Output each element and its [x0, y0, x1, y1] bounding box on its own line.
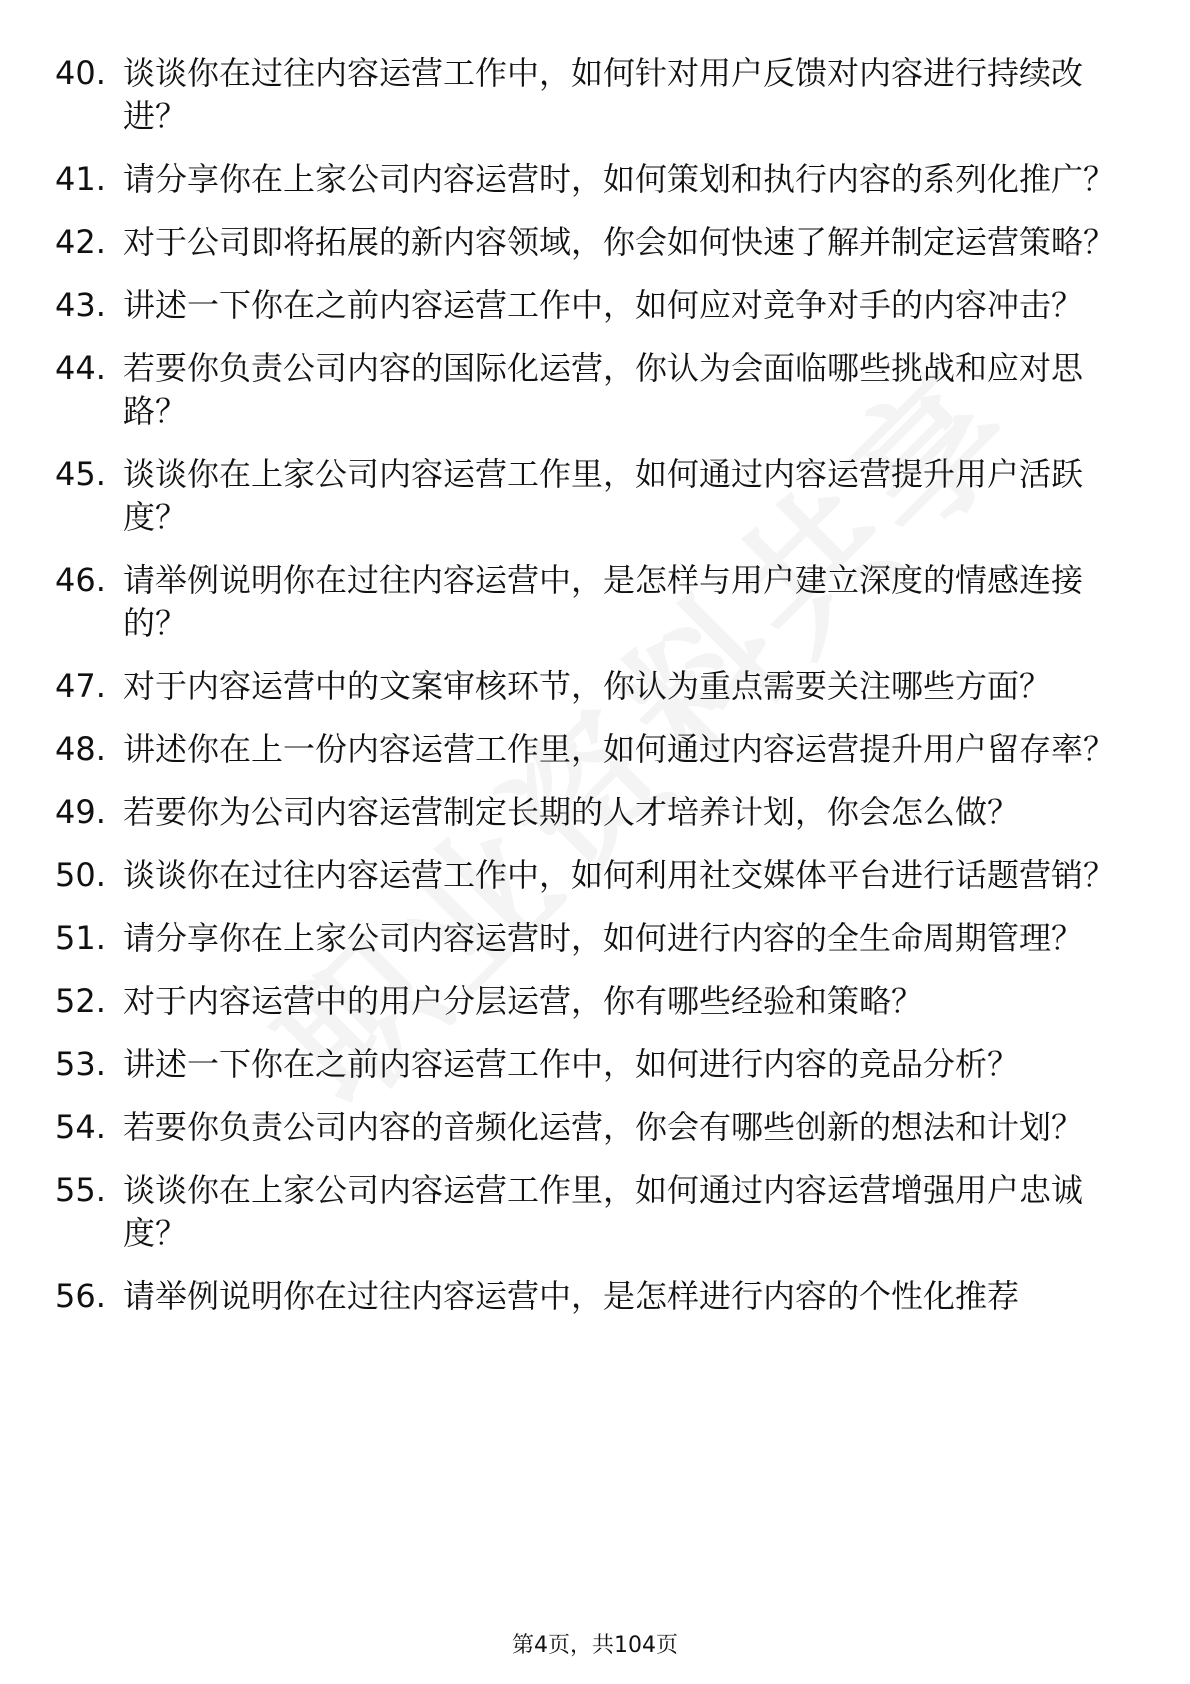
question-number: 51.: [55, 919, 106, 957]
list-item: [55, 1275, 1115, 1318]
list-item: [55, 52, 1115, 138]
list-item: [55, 917, 1115, 960]
question-number: 52.: [55, 982, 106, 1020]
question-text: 谈谈你在上家公司内容运营工作里，如何通过内容运营提升用户活跃度？: [123, 455, 1084, 536]
list-item: [55, 158, 1115, 201]
question-text: 对于公司即将拓展的新内容领域，你会如何快速了解并制定运营策略？: [123, 223, 1116, 261]
question-list: [55, 52, 1115, 1338]
list-item: [55, 284, 1115, 327]
list-item: [55, 1043, 1115, 1086]
question-number: 48.: [55, 730, 106, 768]
list-item: [55, 728, 1115, 771]
question-text: 谈谈你在上家公司内容运营工作里，如何通过内容运营增强用户忠诚度？: [123, 1171, 1084, 1252]
question-text: 若要你为公司内容运营制定长期的人才培养计划，你会怎么做？: [123, 793, 1020, 831]
question-text: 对于内容运营中的文案审核环节，你认为重点需要关注哪些方面？: [123, 667, 1052, 705]
question-number: 47.: [55, 667, 106, 705]
list-item: [55, 791, 1115, 834]
question-number: 49.: [55, 793, 106, 831]
question-text: 若要你负责公司内容的国际化运营，你认为会面临哪些挑战和应对思路？: [123, 349, 1084, 430]
list-item: [55, 1106, 1115, 1149]
question-text: 谈谈你在过往内容运营工作中，如何利用社交媒体平台进行话题营销？: [123, 856, 1116, 894]
list-item: [55, 854, 1115, 897]
question-number: 45.: [55, 455, 106, 493]
question-text: 讲述一下你在之前内容运营工作中，如何应对竞争对手的内容冲击？: [123, 286, 1084, 324]
question-text: 谈谈你在过往内容运营工作中，如何针对用户反馈对内容进行持续改进？: [123, 54, 1084, 135]
list-item: [55, 559, 1115, 645]
question-number: 40.: [55, 54, 106, 92]
list-item: [55, 665, 1115, 708]
list-item: [55, 221, 1115, 264]
question-text: 请举例说明你在过往内容运营中，是怎样进行内容的个性化推荐: [123, 1277, 1020, 1315]
question-text: 请分享你在上家公司内容运营时，如何策划和执行内容的系列化推广？: [123, 160, 1116, 198]
question-number: 54.: [55, 1108, 106, 1146]
question-text: 请分享你在上家公司内容运营时，如何进行内容的全生命周期管理？: [123, 919, 1084, 957]
page-footer: 第4页，共104页: [512, 1633, 678, 1658]
list-item: [55, 1169, 1115, 1255]
question-number: 50.: [55, 856, 106, 894]
question-text: 讲述一下你在之前内容运营工作中，如何进行内容的竞品分析？: [123, 1045, 1020, 1083]
question-number: 41.: [55, 160, 106, 198]
question-number: 53.: [55, 1045, 106, 1083]
question-text: 讲述你在上一份内容运营工作里，如何通过内容运营提升用户留存率？: [123, 730, 1116, 768]
question-number: 55.: [55, 1171, 106, 1209]
list-item: [55, 347, 1115, 433]
question-text: 对于内容运营中的用户分层运营，你有哪些经验和策略？: [123, 982, 924, 1020]
question-text: 若要你负责公司内容的音频化运营，你会有哪些创新的想法和计划？: [123, 1108, 1084, 1146]
question-text: 请举例说明你在过往内容运营中，是怎样与用户建立深度的情感连接的？: [123, 561, 1084, 642]
question-number: 56.: [55, 1277, 106, 1315]
question-number: 43.: [55, 286, 106, 324]
list-item: [55, 980, 1115, 1023]
question-number: 44.: [55, 349, 106, 387]
list-item: [55, 453, 1115, 539]
question-number: 42.: [55, 223, 106, 261]
question-number: 46.: [55, 561, 106, 599]
